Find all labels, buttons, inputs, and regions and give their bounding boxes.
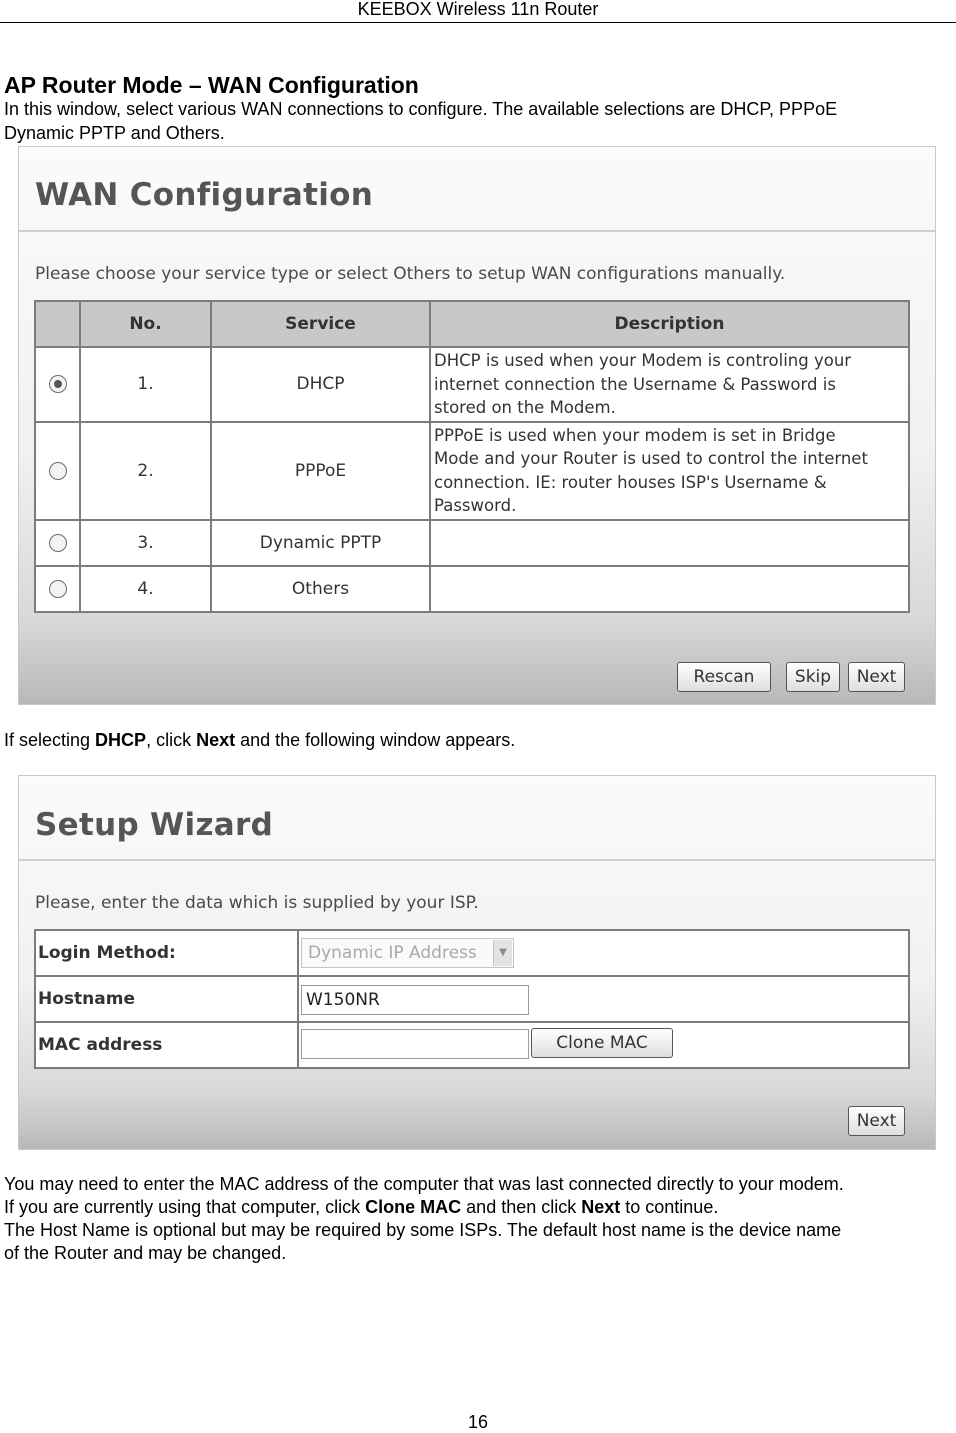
service-column-header: Service [211, 301, 430, 347]
clone-mac-button[interactable]: Clone MAC [531, 1028, 673, 1058]
radio-cell [35, 566, 80, 612]
radio-dhcp[interactable] [49, 375, 67, 393]
bold-next: Next [196, 730, 236, 750]
row-number: 2. [80, 422, 211, 520]
row-number: 3. [80, 520, 211, 566]
intro-line-2: Dynamic PPTP and Others. [4, 123, 225, 143]
text-fragment: and then click [461, 1197, 582, 1217]
closing-line-3: The Host Name is optional but may be required by some ISPs. The default host name is the device name [4, 1220, 842, 1240]
bold-clone-mac: Clone MAC [365, 1197, 462, 1217]
login-method-select[interactable] [301, 938, 514, 968]
table-row [35, 347, 909, 422]
hostname-cell [298, 976, 909, 1022]
text-fragment: to continue. [620, 1197, 719, 1217]
table-row [35, 422, 909, 520]
radio-dynamic-pptp[interactable] [49, 534, 67, 552]
radio-others[interactable] [49, 580, 67, 598]
closing-line-4: of the Router and may be changed. [4, 1243, 287, 1263]
bold-next: Next [581, 1197, 621, 1217]
description-column-header: Description [430, 301, 909, 347]
service-name: PPPoE [211, 422, 430, 520]
text-fragment: If selecting [4, 730, 96, 750]
setup-wizard-title: Setup Wizard [35, 807, 274, 843]
table-header-row [35, 301, 909, 347]
table-row [35, 566, 909, 612]
service-name: Others [211, 566, 430, 612]
wizard-instruction: Please, enter the data which is supplied by your ISP. [35, 893, 479, 913]
radio-cell [35, 520, 80, 566]
title-divider [19, 859, 935, 861]
closing-line-2 [4, 1196, 718, 1219]
hostname-input[interactable]: W150NR [301, 985, 529, 1015]
service-description [430, 566, 909, 612]
rescan-button[interactable]: Rescan [677, 662, 771, 692]
section-title: AP Router Mode – WAN Configuration [4, 72, 419, 98]
radio-cell [35, 422, 80, 520]
no-column-header: No. [80, 301, 211, 347]
chevron-down-icon: ▼ [493, 940, 512, 966]
page-number: 16 [467, 1412, 489, 1432]
service-name: Dynamic PPTP [211, 520, 430, 566]
bold-dhcp: DHCP [95, 730, 147, 750]
description-line: Password. [434, 496, 517, 515]
document-header: KEEBOX Wireless 11n Router [0, 0, 956, 23]
radio-cell [35, 347, 80, 422]
login-method-label: Login Method: [35, 930, 298, 976]
table-row [35, 976, 909, 1022]
mac-address-cell [298, 1022, 909, 1068]
mac-address-label: MAC address [35, 1022, 298, 1068]
row-number: 4. [80, 566, 211, 612]
text-fragment: and the following window appears. [235, 730, 516, 750]
radio-pppoe[interactable] [49, 462, 67, 480]
description-line: stored on the Modem. [434, 398, 616, 417]
login-method-cell [298, 930, 909, 976]
service-description [430, 422, 909, 520]
hostname-label: Hostname [35, 976, 298, 1022]
isp-data-table [34, 929, 910, 1069]
wan-instruction: Please choose your service type or select Others to setup WAN configurations manually. [35, 264, 786, 284]
service-description [430, 520, 909, 566]
setup-wizard-panel [18, 775, 936, 1150]
table-row [35, 1022, 909, 1068]
service-table [34, 300, 910, 613]
next-button[interactable]: Next [848, 662, 905, 692]
mac-address-input[interactable] [301, 1029, 529, 1059]
dhcp-instruction [4, 729, 515, 752]
description-line: connection. IE: router houses ISP's Username & [434, 472, 827, 492]
wan-configuration-title: WAN Configuration [35, 177, 374, 213]
wan-configuration-panel [18, 146, 936, 705]
table-row [35, 520, 909, 566]
login-method-value: Dynamic IP Address [308, 943, 477, 963]
table-row [35, 930, 909, 976]
description-line: PPPoE is used when your modem is set in Bridge [434, 425, 836, 445]
description-line: Mode and your Router is used to control the internet [434, 449, 868, 468]
service-name: DHCP [211, 347, 430, 422]
text-fragment: If you are currently using that computer, click [4, 1197, 366, 1217]
closing-line-1: You may need to enter the MAC address of the computer that was last connected directly to your modem. [4, 1174, 844, 1194]
select-column-header [35, 301, 80, 347]
text-fragment: , click [146, 730, 197, 750]
description-line: DHCP is used when your Modem is controling your [434, 351, 852, 370]
row-number: 1. [80, 347, 211, 422]
skip-button[interactable]: Skip [786, 662, 840, 692]
title-divider [19, 230, 935, 232]
intro-line-1: In this window, select various WAN connections to configure. The available selections are DHCP, PPPoE [4, 99, 838, 119]
description-line: internet connection the Username & Password is [434, 374, 836, 394]
wizard-next-button[interactable]: Next [848, 1106, 905, 1136]
service-description [430, 347, 909, 422]
